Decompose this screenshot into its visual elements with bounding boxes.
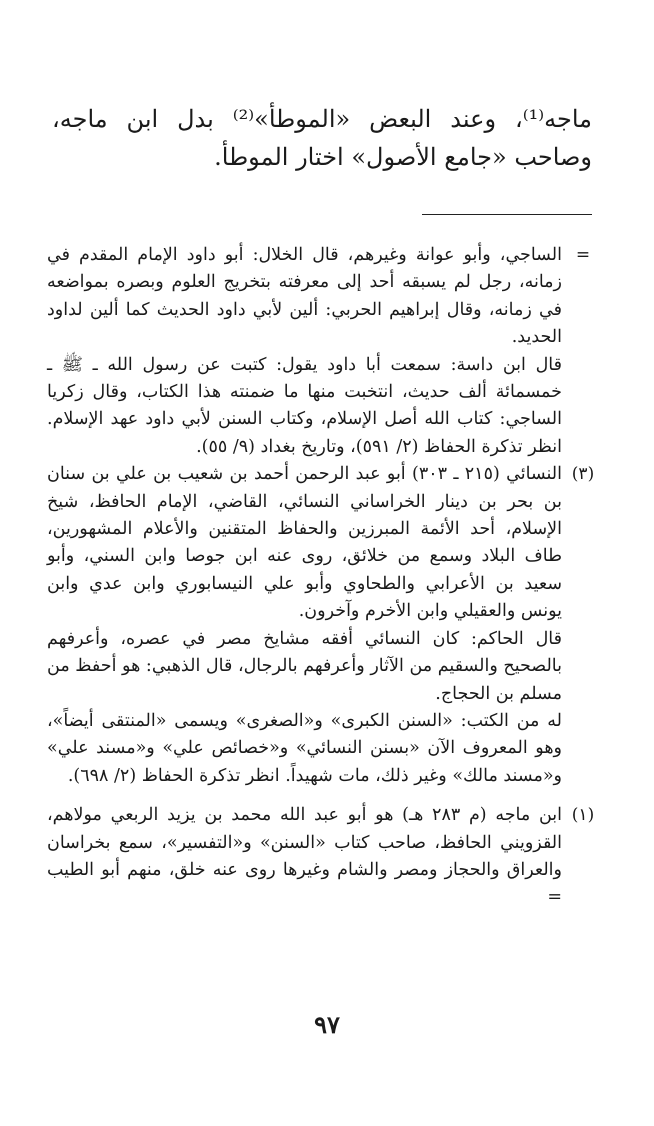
footnote-1 — [47, 802, 595, 912]
footnotes — [47, 242, 595, 912]
footnote-paragraph: قال ابن داسة: سمعت أبا داود يقول: كتبت عن رسول الله ـ ﷺ ـ خمسمائة ألف حديث، انتخبت منها ما ضمنته هذا الكتاب، وقال زكريا الساجي: كتاب الله أصل الإسلام، وكتاب السنن لأبي داود عهد الإسلام. انظر تذكرة الحفاظ (٢/ ٥٩١)، وتاريخ بغداد (٩/ ٥٥). — [47, 354, 562, 457]
footnote-marker: (٣) — [571, 464, 595, 485]
footnote-continuation — [47, 242, 592, 461]
footnote-3 — [47, 461, 595, 790]
main-body-text — [52, 100, 592, 176]
main-paragraph: ماجه⁽¹⁾، وعند البعض «الموطأ»⁽²⁾ بدل ابن ماجه، وصاحب «جامع الأصول» اختار الموطأ. — [52, 105, 592, 171]
footnote-paragraph: قال الحاكم: كان النسائي أفقه مشايخ مصر في عصره، وأعرفهم بالصحيح والسقيم من الآثار وأعرفهم بالرجال، قال الذهبي: هو أحفظ من مسلم بن الحجاج. — [47, 628, 562, 704]
footnote-paragraph: له من الكتب: «السنن الكبرى» و«الصغرى» ويسمى «المنتقى أيضاً»، وهو المعروف الآن «بسنن النسائي» و«خصائص علي» و«مسند علي» و«مسند مالك» وغير ذلك، مات شهيداً. انظر تذكرة الحفاظ (٢/ ٦٩٨). — [47, 710, 562, 786]
page-number: ٩٧ — [314, 1010, 340, 1039]
footnote-marker: = — [575, 245, 591, 265]
footnote-paragraph: ابن ماجه (م ٢٨٣ هـ) هو أبو عبد الله محمد بن يزيد الربعي مولاهم، القزويني الحافظ، صاحب كتاب «السنن» و«التفسير»، سمع بخراسان والعراق والحجاز ومصر والشام وغيرها روى عنه خلق، منهم أبو الطيب = — [47, 805, 563, 908]
footnote-paragraph: النسائي (٢١٥ ـ ٣٠٣) أبو عبد الرحمن أحمد بن شعيب بن علي بن سنان بن بحر بن دينار الخراساني النسائي، القاضي، الإمام الحافظ، شيخ الإسلام، أحد الأئمة المبرزين والحفاظ المتقنين والأعلام المشهورين، طاف البلاد وسمع من خلائق، روى عنه ابن جوصا وابن السني، وأبو سعيد بن الأعرابي والطحاوي وأبو علي النيسابوري وابن عدي وابن يونس والعقيلي وابن الأخرم وآخرون. — [47, 464, 562, 622]
footnote-separator — [422, 214, 592, 215]
footnote-marker: (١) — [571, 805, 595, 826]
footnote-paragraph: الساجي، وأبو عوانة وغيرهم، قال الخلال: أبو داود الإمام المقدم في زمانه، رجل لم يسبقه أحد إلى معرفته بتخريج العلوم وبصره بمواضعه في زمانه، وقال إبراهيم الحربي: ألين لأبي داود الحديث كما ألين لداود الحديد. — [47, 245, 562, 348]
